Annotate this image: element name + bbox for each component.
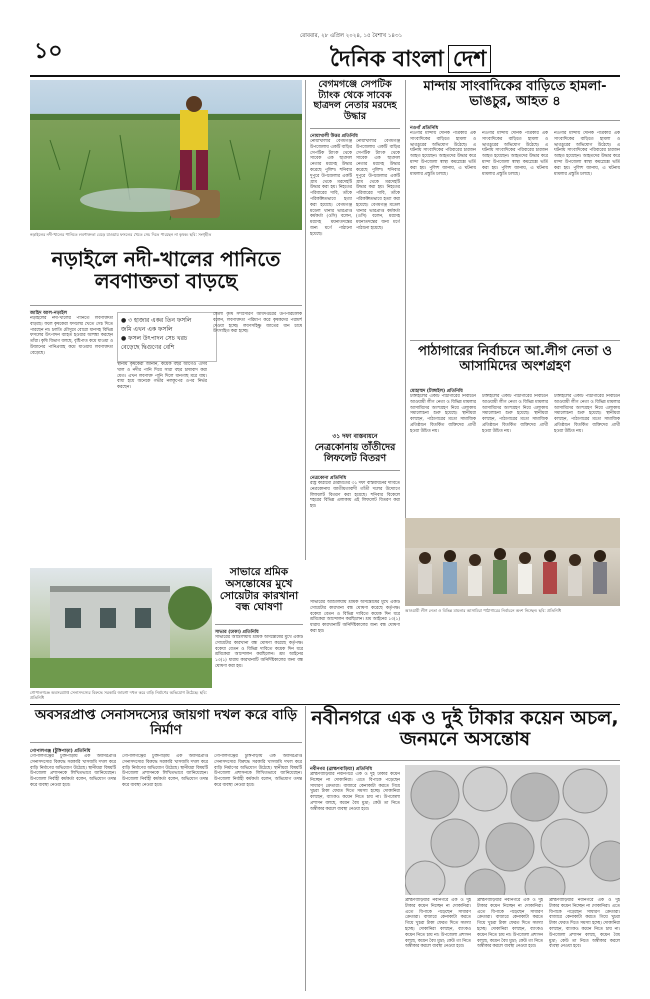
- coin-body-col4: ব্রাহ্মণবাড়িয়ার নবীনগরে এক ও দুই টাকার কয়েন নিচ্ছেন না দোকানিরা। এতে বিপাকে পড়েছেন সাধারণ ক্রেতারা। বাজারে কেনাকাটা করতে গিয়ে খুচরা টাকা ফেরত দিতে সমস্যা হচ্ছে। দোকানিরা বলছেন, ব্যাংকও কয়েন নিতে চায় না। উপজেলা প্রশাসন বলছে, কয়েন বৈধ মুদ্রা; কেউ তা নিতে অস্বীকার করলে ব্যবস্থা নেওয়া হবে।: [549, 898, 620, 950]
- savar-divider: [215, 624, 303, 625]
- library-photo: [405, 518, 620, 606]
- headline-begumganj: বেগমগঞ্জে সেপটিক ট্যাংক থেকে সাবেক ছাত্রদল নেতার মরদেহ উদ্ধার: [313, 79, 397, 122]
- library-top-divider: [410, 340, 620, 341]
- farmer-illustration: [30, 80, 302, 230]
- building-photo-caption: গোপালগঞ্জে অবসরপ্রাপ্ত সেনাসদস্যের বিরুদ্ধে সরকারি জায়গা দখল করে বাড়ি নির্মাণের অভিযোগ উঠেছে। ছবি: প্রতিনিধি: [30, 690, 207, 701]
- coin-body-col3: ব্রাহ্মণবাড়িয়ার নবীনগরে এক ও দুই টাকার কয়েন নিচ্ছেন না দোকানিরা। এতে বিপাকে পড়েছেন সাধারণ ক্রেতারা। বাজারে কেনাকাটা করতে গিয়ে খুচরা টাকা ফেরত দিতে সমস্যা হচ্ছে। দোকানিরা বলছেন, ব্যাংকও কয়েন নিতে চায় না। উপজেলা প্রশাসন বলছে, কয়েন বৈধ মুদ্রা; কেউ তা নিতে অস্বীকার করলে ব্যবস্থা নেওয়া হবে।: [477, 898, 543, 950]
- coin-body-col1: ব্রাহ্মণবাড়িয়ার নবীনগরে এক ও দুই টাকার কয়েন নিচ্ছেন না দোকানিরা। এতে বিপাকে পড়েছেন সাধারণ ক্রেতারা। বাজারে কেনাকাটা করতে গিয়ে খুচরা টাকা ফেরত দিতে সমস্যা হচ্ছে। দোকানিরা বলছেন, ব্যাংকও কয়েন নিতে চায় না। উপজেলা প্রশাসন বলছে, কয়েন বৈধ মুদ্রা; কেউ তা নিতে অস্বীকার করলে ব্যবস্থা নেওয়া হবে।: [310, 772, 400, 812]
- netrokona-divider: [310, 470, 400, 471]
- masthead: [330, 42, 491, 79]
- masthead-title: দৈনিক বাংলা: [330, 46, 444, 72]
- library-body-col1: টাঙ্গাইলের একটি পাঠাগারের নির্বাচনে আওয়ামী লীগ নেতা ও বিভিন্ন মামলার আসামিদের অংশগ্রহণ নিয়ে এলাকায় সমালোচনা শুরু হয়েছে। স্থানীয়রা বলছেন, পাঠাগারের মতো সামাজিক প্রতিষ্ঠানে বিতর্কিত ব্যক্তিদের প্রার্থী হওয়া উচিত নয়।: [410, 394, 476, 434]
- narail-divider: [30, 305, 302, 306]
- headline-library: পাঠাগারের নির্বাচনে আ.লীগ নেতা ও আসামিদের অংশগ্রহণ: [418, 344, 612, 374]
- quote-line-4: বেড়েছে দ্বিগুণের বেশি: [121, 344, 175, 351]
- narail-body-col3: জেলা কৃষি সম্প্রসারণ অধিদপ্তরের উপপরিচালক বলেন, লবণাক্ততা পরিমাপ করে কৃষকদের পরামর্শ দেওয়া হচ্ছে। লবণসহিষ্ণু জাতের ধান চাষে উৎসাহিত করা হচ্ছে।: [213, 312, 302, 335]
- netrokona-body: রাষ্ট্র কাঠামো মেরামতের ৩১ দফা বাস্তবায়নের দাবিতে নেত্রকোনায় জাতীয়তাবাদী তাঁতী দলের উদ্যোগে লিফলেট বিতরণ করা হয়েছে। শনিবার বিকেলে শহরের বিভিন্ন এলাকায় এই লিফলেট বিতরণ করা হয়।: [310, 481, 400, 510]
- coins-photo: [405, 765, 620, 895]
- byline-army: গোপালগঞ্জ (টুঙ্গিপাড়া) প্রতিনিধি: [30, 749, 91, 754]
- library-body-col2: টাঙ্গাইলের একটি পাঠাগারের নির্বাচনে আওয়ামী লীগ নেতা ও বিভিন্ন মামলার আসামিদের অংশগ্রহণ নিয়ে এলাকায় সমালোচনা শুরু হয়েছে। স্থানীয়রা বলছেন, পাঠাগারের মতো সামাজিক প্রতিষ্ঠানে বিতর্কিত ব্যক্তিদের প্রার্থী হওয়া উচিত নয়।: [482, 394, 548, 434]
- mandya-body-col2: নওগাঁর মান্দায় দৈনিক পত্রিকার এক সাংবাদিকের বাড়িতে হামলা ও ভাঙচুরের অভিযোগ উঠেছে। এ ঘটনায় সাংবাদিকের পরিবারের চারজন আহত হয়েছেন। আহতদের উদ্ধার করে মান্দা উপজেলা স্বাস্থ্য কমপ্লেক্সে ভর্তি করা হয়। পুলিশ জানায়, এ ঘটনায় মামলার প্রস্তুতি চলছে।: [482, 131, 548, 177]
- coin-body-col2: ব্রাহ্মণবাড়িয়ার নবীনগরে এক ও দুই টাকার কয়েন নিচ্ছেন না দোকানিরা। এতে বিপাকে পড়েছেন সাধারণ ক্রেতারা। বাজারে কেনাকাটা করতে গিয়ে খুচরা টাকা ফেরত দিতে সমস্যা হচ্ছে। দোকানিরা বলছেন, ব্যাংকও কয়েন নিতে চায় না। উপজেলা প্রশাসন বলছে, কয়েন বৈধ মুদ্রা; কেউ তা নিতে অস্বীকার করলে ব্যবস্থা নেওয়া হবে।: [405, 898, 471, 950]
- savar-body-col2: সাভারের আশুলিয়ায় শ্রমিক অসন্তোষের মুখে একটি সোয়েটার কারখানা বন্ধ ঘোষণা করেছে কর্তৃপক্ষ। বকেয়া বেতন ও বিভিন্ন দাবিতে কয়েক দিন ধরে শ্রমিকেরা আন্দোলন করছিলেন। শ্রম আইনের ১৩(১) ধারায় কারখানাটি অনির্দিষ্টকালের জন্য বন্ধ ঘোষণা করা হয়।: [310, 600, 400, 634]
- begumganj-body-col2: নোয়াখালীর বেগমগঞ্জ উপজেলায় একটি বাড়ির সেপটিক ট্যাংক থেকে সাবেক এক ছাত্রদল নেতার মরদেহ উদ্ধার করেছে পুলিশ। শনিবার দুপুরে উপজেলার একটি গ্রাম থেকে মরদেহটি উদ্ধার করা হয়। নিহতের পরিবারের দাবি, তাঁকে পরিকল্পিতভাবে হত্যা করা হয়েছে। বেগমগঞ্জ মডেল থানার ভারপ্রাপ্ত কর্মকর্তা (ওসি) বলেন, মরদেহ ময়নাতদন্তের জন্য মর্গে পাঠানো হয়েছে।: [356, 139, 400, 231]
- begumganj-divider: [310, 128, 400, 129]
- headline-netrokona: নেত্রকোনায় তাঁতীদের লিফলেট বিতরণ: [314, 442, 396, 464]
- begumganj-body-col1: নোয়াখালীর বেগমগঞ্জ উপজেলায় একটি বাড়ির সেপটিক ট্যাংক থেকে সাবেক এক ছাত্রদল নেতার মরদেহ উদ্ধার করেছে পুলিশ। শনিবার দুপুরে উপজেলার একটি গ্রাম থেকে মরদেহটি উদ্ধার করা হয়। নিহতের পরিবারের দাবি, তাঁকে পরিকল্পিতভাবে হত্যা করা হয়েছে। বেগমগঞ্জ মডেল থানার ভারপ্রাপ্ত কর্মকর্তা (ওসি) বলেন, মরদেহ ময়নাতদন্তের জন্য মর্গে পাঠানো হয়েছে।: [310, 139, 352, 237]
- savar-body-lead: সাভারের আশুলিয়ায় শ্রমিক অসন্তোষের মুখে একটি সোয়েটার কারখানা বন্ধ ঘোষণা করেছে কর্তৃপক্ষ। বকেয়া বেতন ও বিভিন্ন দাবিতে কয়েক দিন ধরে শ্রমিকেরা আন্দোলন করছিলেন। শ্রম আইনের ১৩(১) ধারায় কারখানাটি অনির্দিষ্টকালের জন্য বন্ধ ঘোষণা করা হয়।: [215, 635, 303, 669]
- library-photo-caption: আওয়ামী লীগ নেতা ও বিভিন্ন মামলার আসামিরা পাঠাগারের নির্বাচনে অংশ নিচ্ছেন। ছবি: প্রতিনিধি: [405, 608, 562, 613]
- byline-narail: জাহিদ আল-নড়াইল: [30, 311, 68, 316]
- headline-savar: সাভারে শ্রমিক অসন্তোষের মুখে সোয়েটার কারখানা বন্ধ ঘোষণা: [219, 566, 299, 614]
- byline-mandya: নওগাঁ প্রতিনিধি: [410, 126, 439, 131]
- narail-pullquote: [117, 312, 217, 362]
- header-rule: [30, 75, 620, 77]
- kicker-netrokona: ৩১ দফা বাস্তবায়নে: [332, 433, 378, 440]
- byline-library: মোহাম্মদ (টাঙ্গাইল) প্রতিনিধি: [410, 389, 463, 394]
- masthead-section: দেশ: [448, 45, 492, 73]
- dateline: রোববার, ২৮ এপ্রিল ২০২৪, ১৫ বৈশাখ ১৪৩১: [300, 33, 403, 39]
- army-body-col2: গোপালগঞ্জের টুঙ্গিপাড়ায় এক অবসরপ্রাপ্ত সেনাসদস্যের বিরুদ্ধে সরকারি খাসজমি দখল করে বাড়ি নির্মাণের অভিযোগ উঠেছে। স্থানীয়রা বিষয়টি উপজেলা প্রশাসনকে লিখিতভাবে জানিয়েছেন। উপজেলা নির্বাহী কর্মকর্তা বলেন, অভিযোগ তদন্ত করে ব্যবস্থা নেওয়া হবে।: [122, 754, 208, 788]
- headline-army: অবসরপ্রাপ্ত সেনাসদস্যের জায়গা দখল করে বাড়ি নির্মাণ: [34, 707, 298, 739]
- quote-line-3: ● ফসল উৎপাদন সেচ খরচ: [121, 335, 188, 342]
- column-divider-2: [405, 80, 406, 560]
- quote-line-1: ● ৩ হাজার একর তিন ফসলি: [121, 317, 192, 324]
- narail-body-col1: নড়াইলের নদী-খালের পানিতে লবণাক্ততা বাড়ছে। ফলে কৃষকেরা ফসলের খেতে সেচ দিতে পারছেন না। চলতি মৌসুমে বোরো ধানসহ বিভিন্ন ফসলের উৎপাদন ব্যাহত হওয়ার আশঙ্কা করছেন তাঁরা। কৃষি বিভাগ বলছে, বৃষ্টিপাত কমে যাওয়া ও উজানের পানিপ্রবাহ কমে যাওয়ায় লবণাক্ততা বেড়েছে।: [30, 316, 113, 356]
- narail-body-col2: স্থানীয় কৃষকেরা জানান, কয়েক বছর আগেও এসব খাল ও নদীর পানি দিয়ে সারা বছর চাষাবাদ করা যেত। এখন লবণাক্ত পানি দিলে ধানগাছ মরে যায়। বাধ্য হয়ে অনেকে গভীর নলকূপের ওপর নির্ভর করছেন।: [117, 362, 207, 391]
- coins-illustration: [405, 765, 620, 895]
- army-divider: [30, 742, 302, 743]
- building-photo: [30, 568, 212, 688]
- headline-mandya: মান্দায় সাংবাদিকের বাড়িতে হামলা-ভাঙচুর, আহত ৪: [423, 79, 607, 109]
- headline-narail: নড়াইলে নদী-খালের পানিতে লবণাক্ততা বাড়ছে: [51, 247, 281, 294]
- byline-netrokona: নেত্রকোনা প্রতিনিধি: [310, 476, 347, 481]
- farmer-photo: [30, 80, 302, 230]
- building-illustration: [30, 568, 212, 688]
- coin-divider: [310, 760, 620, 761]
- army-body-col1: গোপালগঞ্জের টুঙ্গিপাড়ায় এক অবসরপ্রাপ্ত সেনাসদস্যের বিরুদ্ধে সরকারি খাসজমি দখল করে বাড়ি নির্মাণের অভিযোগ উঠেছে। স্থানীয়রা বিষয়টি উপজেলা প্রশাসনকে লিখিতভাবে জানিয়েছেন। উপজেলা নির্বাহী কর্মকর্তা বলেন, অভিযোগ তদন্ত করে ব্যবস্থা নেওয়া হবে।: [30, 754, 116, 788]
- byline-savar: সাভার (ঢাকা) প্রতিনিধি: [215, 630, 259, 635]
- mandya-divider: [410, 120, 620, 121]
- byline-begumganj: নোয়াখালী উত্তর প্রতিনিধি: [310, 134, 358, 139]
- mandya-body-col3: নওগাঁর মান্দায় দৈনিক পত্রিকার এক সাংবাদিকের বাড়িতে হামলা ও ভাঙচুরের অভিযোগ উঠেছে। এ ঘটনায় সাংবাদিকের পরিবারের চারজন আহত হয়েছেন। আহতদের উদ্ধার করে মান্দা উপজেলা স্বাস্থ্য কমপ্লেক্সে ভর্তি করা হয়। পুলিশ জানায়, এ ঘটনায় মামলার প্রস্তুতি চলছে।: [554, 131, 620, 177]
- headline-coin: নবীনগরে এক ও দুই টাকার কয়েন অচল, জনমনে অসন্তোষ: [311, 707, 619, 751]
- quote-line-2: জমি এখন এক ফসলি: [121, 326, 173, 333]
- farmer-photo-caption: নড়াইলের নদী-খালের পানিতে লবণাক্ততা বেড়ে যাওয়ায় ফসলের খেতে সেচ দিতে পারছেন না কৃষক। ছবি: সংগৃহীত: [30, 232, 212, 237]
- army-body-col3: গোপালগঞ্জের টুঙ্গিপাড়ায় এক অবসরপ্রাপ্ত সেনাসদস্যের বিরুদ্ধে সরকারি খাসজমি দখল করে বাড়ি নির্মাণের অভিযোগ উঠেছে। স্থানীয়রা বিষয়টি উপজেলা প্রশাসনকে লিখিতভাবে জানিয়েছেন। উপজেলা নির্বাহী কর্মকর্তা বলেন, অভিযোগ তদন্ত করে ব্যবস্থা নেওয়া হবে।: [214, 754, 302, 788]
- byline-coin: নবীনগর (ব্রাহ্মণবাড়িয়া) প্রতিনিধি: [310, 767, 373, 772]
- page-number: ১০: [34, 39, 63, 64]
- column-divider-3: [305, 706, 306, 991]
- crowd-illustration: [405, 518, 620, 606]
- column-divider-1: [305, 80, 306, 560]
- lower-section-rule: [30, 704, 620, 705]
- library-body-col3: টাঙ্গাইলের একটি পাঠাগারের নির্বাচনে আওয়ামী লীগ নেতা ও বিভিন্ন মামলার আসামিদের অংশগ্রহণ নিয়ে এলাকায় সমালোচনা শুরু হয়েছে। স্থানীয়রা বলছেন, পাঠাগারের মতো সামাজিক প্রতিষ্ঠানে বিতর্কিত ব্যক্তিদের প্রার্থী হওয়া উচিত নয়।: [554, 394, 620, 434]
- mandya-body-col1: নওগাঁর মান্দায় দৈনিক পত্রিকার এক সাংবাদিকের বাড়িতে হামলা ও ভাঙচুরের অভিযোগ উঠেছে। এ ঘটনায় সাংবাদিকের পরিবারের চারজন আহত হয়েছেন। আহতদের উদ্ধার করে মান্দা উপজেলা স্বাস্থ্য কমপ্লেক্সে ভর্তি করা হয়। পুলিশ জানায়, এ ঘটনায় মামলার প্রস্তুতি চলছে।: [410, 131, 476, 177]
